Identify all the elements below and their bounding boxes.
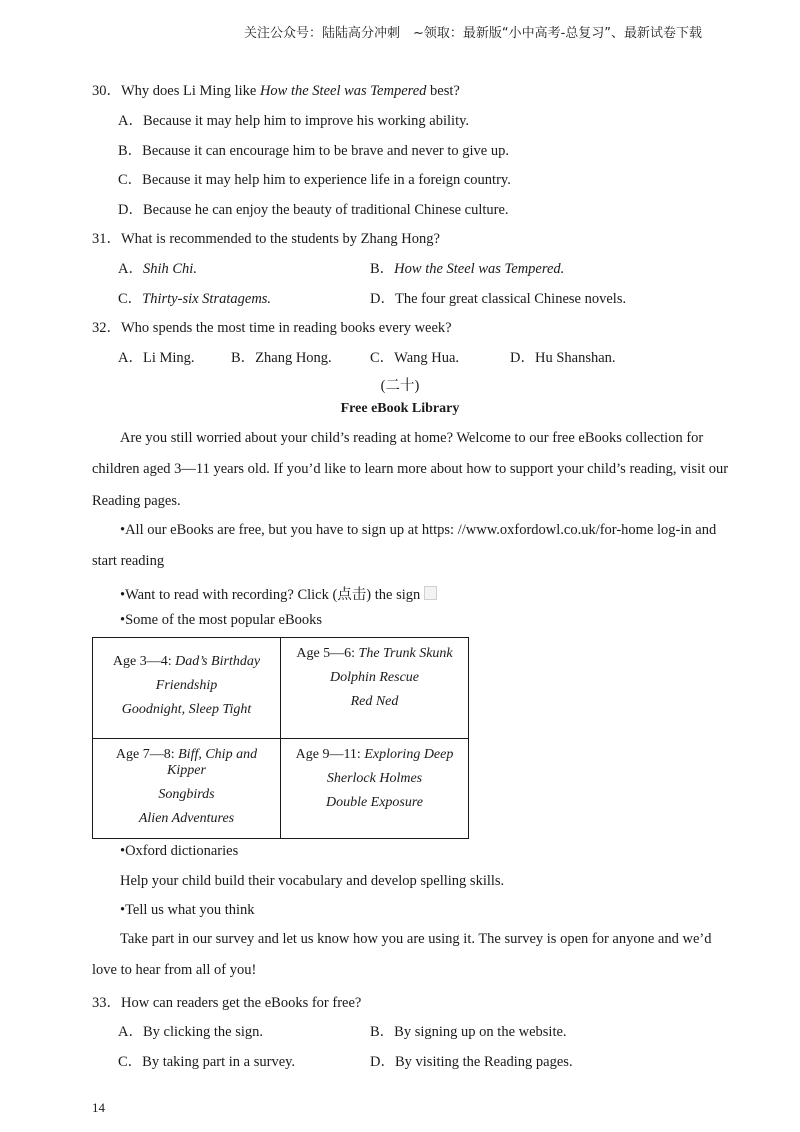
q33-option-d: D．By visiting the Reading pages.	[370, 1054, 573, 1070]
passage-para1-line3: Reading pages.	[92, 493, 181, 509]
passage-para1-line1: Are you still worried about your child’s reading at home? Welcome to our free eBooks collection for	[120, 430, 704, 446]
page-header: 关注公众号：陆陆高分冲刺 ~领取：最新版“小中高考-总复习”、最新试卷下载	[243, 26, 702, 41]
q30-option-a: A．Because it may help him to improve his working ability.	[118, 113, 470, 129]
q33-option-a: A．By clicking the sign.	[118, 1024, 263, 1040]
q30-option-c: C．Because it may help him to experience life in a foreign country.	[118, 172, 511, 188]
q31-option-c: C．Thirty-six Stratagems.	[118, 291, 272, 307]
q33-option-b: B．By signing up on the website.	[370, 1024, 567, 1040]
table-cell-age-9-11: Age 9—11: Exploring Deep Sherlock Holmes Double Exposure	[281, 739, 469, 839]
q30-stem: 30．Why does Li Ming like How the Steel was Tempered best?	[92, 83, 460, 99]
table-cell-age-5-6: Age 5—6: The Trunk Skunk Dolphin Rescue Red Ned	[281, 638, 469, 739]
passage-title: Free eBook Library	[340, 401, 460, 416]
bullet-popular: •Some of the most popular eBooks	[120, 612, 323, 628]
q32-option-d: D．Hu Shanshan.	[510, 350, 616, 366]
q30-option-b: B．Because it can encourage him to be brave and never to give up.	[118, 143, 509, 159]
table-cell-age-3-4: Age 3—4: Dad’s Birthday Friendship Goodnight, Sleep Tight	[93, 638, 281, 739]
q30-option-d: D．Because he can enjoy the beauty of traditional Chinese culture.	[118, 202, 509, 218]
passage-para1-line2: children aged 3—11 years old. If you’d like to learn more about how to support your child’s reading, visit our	[92, 461, 729, 477]
bullet-survey: •Tell us what you think	[120, 902, 255, 918]
survey-text-line1: Take part in our survey and let us know how you are using it. The survey is open for anyone and we’d	[120, 931, 712, 947]
survey-text-line2: love to hear from all of you!	[92, 962, 257, 978]
q31-stem: 31．What is recommended to the students by Zhang Hong?	[92, 231, 440, 247]
q32-stem: 32．Who spends the most time in reading books every week?	[92, 320, 452, 336]
q33-option-c: C．By taking part in a survey.	[118, 1054, 296, 1070]
q31-option-b: B．How the Steel was Tempered.	[370, 261, 565, 277]
bullet-signup-line2: start reading	[92, 553, 165, 569]
bullet-signup-line1: •All our eBooks are free, but you have to sign up at https: //www.oxfordowl.co.uk/for-home log-in and	[120, 522, 717, 538]
q31-option-a: A．Shih Chi.	[118, 261, 197, 277]
q32-option-a: A．Li Ming.	[118, 350, 195, 366]
recording-sign-icon	[424, 586, 437, 600]
q31-option-d: D．The four great classical Chinese novels.	[370, 291, 627, 307]
section-number: (二十)	[380, 378, 420, 394]
dictionaries-text: Help your child build their vocabulary and develop spelling skills.	[120, 873, 505, 889]
q33-stem: 33．How can readers get the eBooks for free?	[92, 995, 362, 1011]
q32-option-c: C．Wang Hua.	[370, 350, 460, 366]
bullet-recording: •Want to read with recording? Click (点击) the sign	[120, 583, 437, 604]
q30-stem-book-title: How the Steel was Tempered	[259, 83, 427, 99]
bullet-dictionaries: •Oxford dictionaries	[120, 843, 239, 859]
popular-ebooks-table	[92, 637, 469, 839]
page-number: 14	[92, 1100, 105, 1115]
table-cell-age-7-8: Age 7—8: Biff, Chip and Kipper Songbirds Alien Adventures	[93, 739, 281, 839]
q32-option-b: B．Zhang Hong.	[231, 350, 332, 366]
